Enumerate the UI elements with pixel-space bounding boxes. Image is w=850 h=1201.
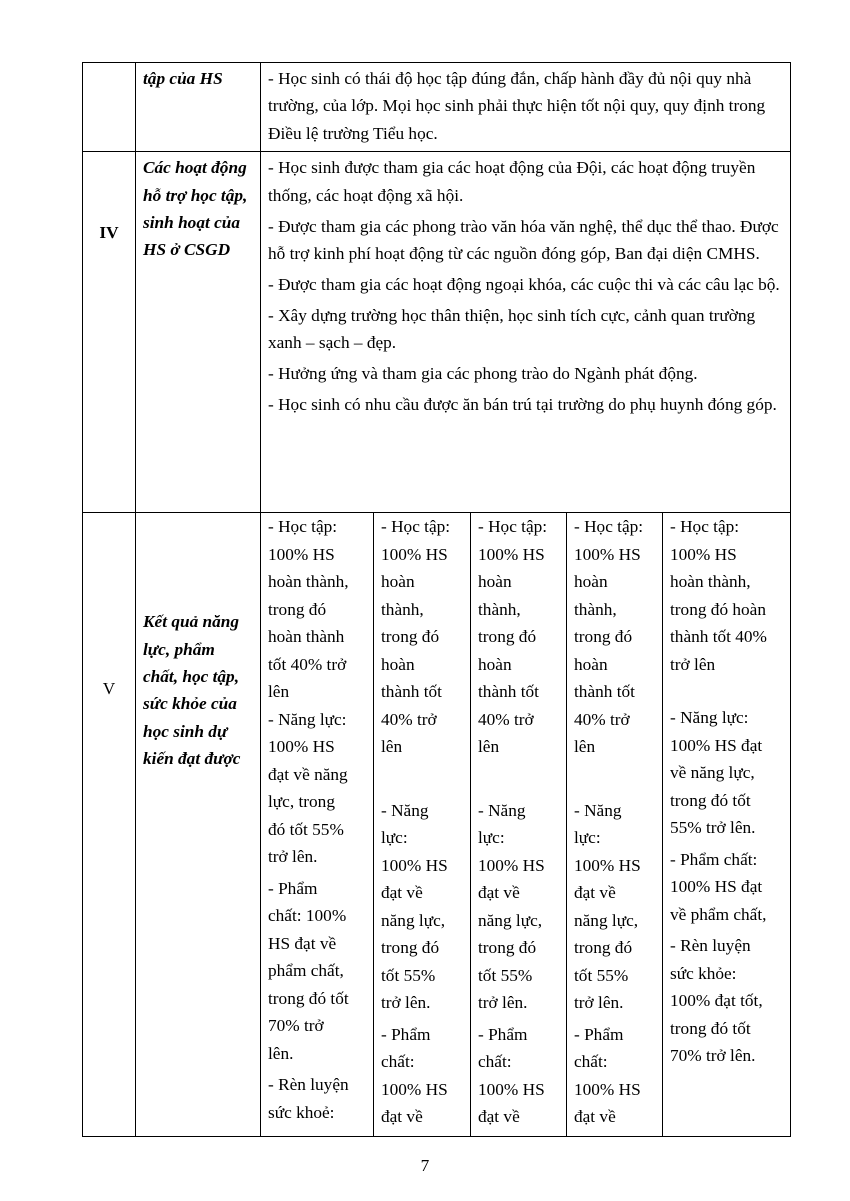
result-column-5 (663, 513, 791, 1137)
list-item: - Xây dựng trường học thân thiện, học sinh tích cực, cảnh quan trường xanh – sạch – đẹp. (268, 305, 756, 353)
result-group-nang-luc: - Năng lực: 100% HS đạt về năng lực, trong đó tốt 55% trở lên. (268, 709, 348, 867)
result-group-pham-chat: - Phẩm chất: 100% HS đạt về (381, 1024, 448, 1127)
result-group-hoc-tap: - Học tập: 100% HS hoàn thành, trong đó hoàn thành tốt 40% trở lên (381, 517, 451, 757)
result-group-pham-chat: - Phẩm chất: 100% HS đạt về phẩm chất, (670, 849, 767, 924)
table-row (83, 63, 791, 152)
result-group-nang-luc: - Năng lực: 100% HS đạt về năng lực, trong đó tốt 55% trở lên. (574, 800, 641, 1013)
row-number (83, 63, 136, 152)
result-group-nang-luc: - Năng lực: 100% HS đạt về năng lực, trong đó tốt 55% trở lên. (670, 708, 763, 838)
result-group-pham-chat: - Phẩm chất: 100% HS đạt về (574, 1024, 641, 1127)
result-group-hoc-tap: - Học tập: 100% HS hoàn thành, trong đó hoàn thành tốt 40% trở lên (574, 517, 644, 757)
row-description (261, 152, 791, 513)
result-group-suc-khoe: - Rèn luyện sức khoẻ: (268, 1075, 349, 1122)
result-group-pham-chat: - Phẩm chất: 100% HS đạt về phẩm chất, trong đó tốt 70% trở lên. (268, 878, 349, 1063)
table-row (83, 513, 791, 1137)
row-number (83, 152, 136, 513)
list-item: - Được tham gia các hoạt động ngoại khóa, các cuộc thi và các câu lạc bộ. (268, 274, 780, 294)
list-item: - Học sinh được tham gia các hoạt động của Đội, các hoạt động truyền thống, các hoạt động xã hội. (268, 158, 756, 205)
list-item: - Được tham gia các phong trào văn hóa văn nghệ, thể dục thể thao. Được hỗ trợ kinh phí hoạt động từ các nguồn đóng góp, Ban đại diện CMHS. (268, 216, 779, 263)
row-description (261, 63, 791, 152)
result-column-2 (374, 513, 471, 1137)
result-group-hoc-tap: - Học tập: 100% HS hoàn thành, trong đó hoàn thành tốt 40% trở lên (478, 517, 548, 757)
result-group-hoc-tap: - Học tập: 100% HS hoàn thành, trong đó hoàn thành tốt 40% trở lên (268, 517, 349, 702)
row-title (136, 513, 261, 1137)
result-group-pham-chat: - Phẩm chất: 100% HS đạt về (478, 1024, 545, 1127)
list-item: - Học sinh có nhu cầu được ăn bán trú tại trường do phụ huynh đóng góp. (268, 394, 777, 414)
result-column-3 (471, 513, 567, 1137)
result-group-nang-luc: - Năng lực: 100% HS đạt về năng lực, trong đó tốt 55% trở lên. (478, 800, 545, 1013)
result-column-1 (261, 513, 374, 1137)
row-title-text: Kết quả năng lực, phẩm chất, học tập, sức khỏe của học sinh dự kiến đạt được (143, 612, 241, 769)
plan-table (82, 62, 791, 1137)
result-group-nang-luc: - Năng lực: 100% HS đạt về năng lực, trong đó tốt 55% trở lên. (381, 800, 448, 1013)
row-number (83, 513, 136, 1137)
row-title: tập của HS (136, 63, 261, 152)
row-title: Các hoạt động hỗ trợ học tập, sinh hoạt của HS ở CSGD (136, 152, 261, 513)
page-number: 7 (420, 1156, 430, 1175)
result-group-suc-khoe: - Rèn luyện sức khỏe: 100% đạt tốt, trong đó tốt 70% trở lên. (670, 936, 763, 1066)
result-group-hoc-tap: - Học tập: 100% HS hoàn thành, trong đó hoàn thành tốt 40% trở lên (670, 517, 767, 674)
result-column-4 (567, 513, 663, 1137)
row-number-label: IV (99, 223, 119, 243)
table-row (83, 152, 791, 513)
row-number-label: V (102, 679, 116, 699)
list-item: - Hưởng ứng và tham gia các phong trào do Ngành phát động. (268, 364, 698, 384)
list-item: - Học sinh có thái độ học tập đúng đắn, chấp hành đầy đủ nội quy nhà trường, của lớp. Mọi học sinh phải thực hiện tốt nội quy, quy định trong Điều lệ trường Tiểu học. (268, 69, 766, 143)
